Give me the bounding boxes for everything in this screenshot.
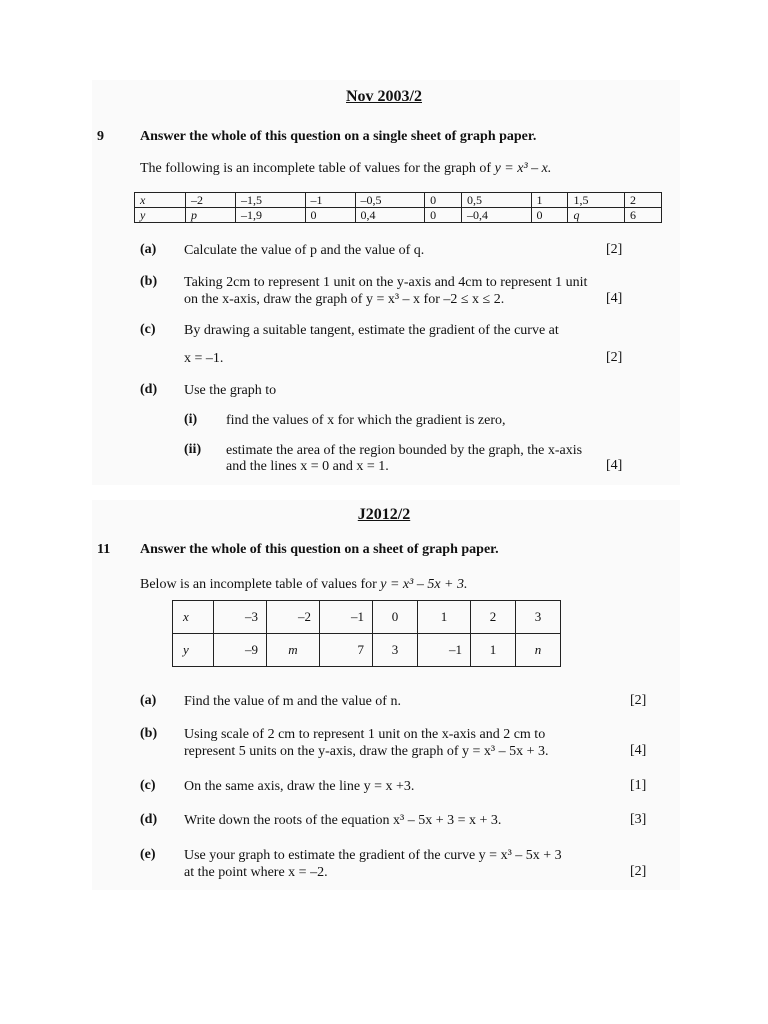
part-text: on the x-axis, draw the graph of y = x³ – x for –2 ≤ x ≤ 2.	[184, 292, 505, 307]
table-cell: 3	[516, 601, 561, 634]
table-header-x: x	[173, 601, 214, 634]
section1-intro-equation: y = x³ – x.	[494, 161, 552, 176]
part-label: (d)	[140, 812, 158, 827]
subpart-text: find the values of x for which the gradient is zero,	[226, 413, 506, 428]
part-mark: [2]	[630, 864, 647, 879]
part-mark: [2]	[606, 242, 623, 257]
subpart-text: estimate the area of the region bounded by the graph, the x-axis	[226, 443, 583, 458]
table-cell: 0	[305, 208, 355, 223]
section2-instruction: Answer the whole of this question on a sheet of graph paper.	[140, 542, 499, 557]
section1-heading: Nov 2003/2	[346, 88, 422, 105]
part-text: Use your graph to estimate the gradient of the curve y = x³ – 5x + 3	[184, 848, 562, 863]
table-header-y: y	[135, 208, 186, 223]
table-cell: p	[186, 208, 236, 223]
part-text: Find the value of m and the value of n.	[184, 694, 401, 709]
part-text: Use the graph to	[184, 383, 277, 398]
part-text: Write down the roots of the equation x³ – 5x + 3 = x + 3.	[184, 813, 502, 828]
part-text: Taking 2cm to represent 1 unit on the y-axis and 4cm to represent 1 unit	[184, 275, 588, 290]
table-cell: 0,5	[462, 193, 532, 208]
table-cell: –1,5	[235, 193, 305, 208]
table-cell: –1	[305, 193, 355, 208]
section1-instruction: Answer the whole of this question on a single sheet of graph paper.	[140, 129, 537, 144]
section1-question-number: 9	[97, 129, 104, 144]
table-cell: 1,5	[568, 193, 625, 208]
table-cell: –9	[214, 634, 267, 667]
section2-intro	[140, 576, 468, 593]
table-cell: –3	[214, 601, 267, 634]
part-text: Calculate the value of p and the value of q.	[184, 243, 425, 258]
table-row-x	[135, 193, 662, 208]
subpart-text: and the lines x = 0 and x = 1.	[226, 459, 389, 474]
part-label: (d)	[140, 382, 158, 397]
table-cell: 0	[531, 208, 568, 223]
section1-value-table	[134, 192, 662, 223]
section2-question-number: 11	[97, 542, 111, 557]
table-header-x: x	[135, 193, 186, 208]
section1-intro-text: The following is an incomplete table of values for the graph of	[140, 161, 495, 176]
table-cell: –2	[267, 601, 320, 634]
part-label: (b)	[140, 726, 158, 741]
part-label: (a)	[140, 693, 157, 708]
table-cell: n	[516, 634, 561, 667]
table-cell: 3	[373, 634, 418, 667]
table-cell: 1	[471, 634, 516, 667]
table-cell: –0,4	[462, 208, 532, 223]
table-cell: –1	[320, 601, 373, 634]
part-mark: [3]	[630, 812, 647, 827]
part-mark: [4]	[606, 291, 623, 306]
part-mark: [2]	[606, 350, 623, 365]
table-cell: –1,9	[235, 208, 305, 223]
section2-intro-equation: y = x³ – 5x + 3.	[380, 577, 468, 592]
table-cell: m	[267, 634, 320, 667]
part-mark: [1]	[630, 778, 647, 793]
table-cell: 1	[418, 601, 471, 634]
part-text: On the same axis, draw the line y = x +3.	[184, 779, 415, 794]
table-cell: q	[568, 208, 625, 223]
part-label: (c)	[140, 322, 156, 337]
part-text: By drawing a suitable tangent, estimate the gradient of the curve at	[184, 323, 559, 338]
table-cell: –0,5	[355, 193, 425, 208]
table-header-y: y	[173, 634, 214, 667]
table-row-x	[173, 601, 561, 634]
subpart-mark: [4]	[606, 458, 623, 473]
part-label: (a)	[140, 242, 157, 257]
table-cell: 1	[531, 193, 568, 208]
section2-heading: J2012/2	[357, 506, 411, 523]
table-row-y	[135, 208, 662, 223]
part-text: Using scale of 2 cm to represent 1 unit on the x-axis and 2 cm to	[184, 727, 546, 742]
subpart-label: (ii)	[184, 442, 202, 457]
section2-intro-text: Below is an incomplete table of values for	[140, 577, 381, 592]
table-cell: 0	[425, 208, 462, 223]
subpart-label: (i)	[184, 412, 198, 427]
part-label: (b)	[140, 274, 158, 289]
table-cell: 2	[471, 601, 516, 634]
table-cell: 0	[425, 193, 462, 208]
section1-intro	[140, 160, 551, 177]
part-label: (c)	[140, 778, 156, 793]
part-mark: [2]	[630, 693, 647, 708]
table-cell: 2	[624, 193, 661, 208]
part-mark: [4]	[630, 743, 647, 758]
table-row-y	[173, 634, 561, 667]
table-cell: –2	[186, 193, 236, 208]
table-cell: 7	[320, 634, 373, 667]
table-cell: 0,4	[355, 208, 425, 223]
part-text: x = –1.	[184, 351, 224, 366]
part-text: at the point where x = –2.	[184, 865, 328, 880]
table-cell: –1	[418, 634, 471, 667]
part-label: (e)	[140, 847, 156, 862]
table-cell: 6	[624, 208, 661, 223]
section2-value-table	[172, 600, 561, 667]
table-cell: 0	[373, 601, 418, 634]
part-text: represent 5 units on the y-axis, draw the graph of y = x³ – 5x + 3.	[184, 744, 549, 759]
